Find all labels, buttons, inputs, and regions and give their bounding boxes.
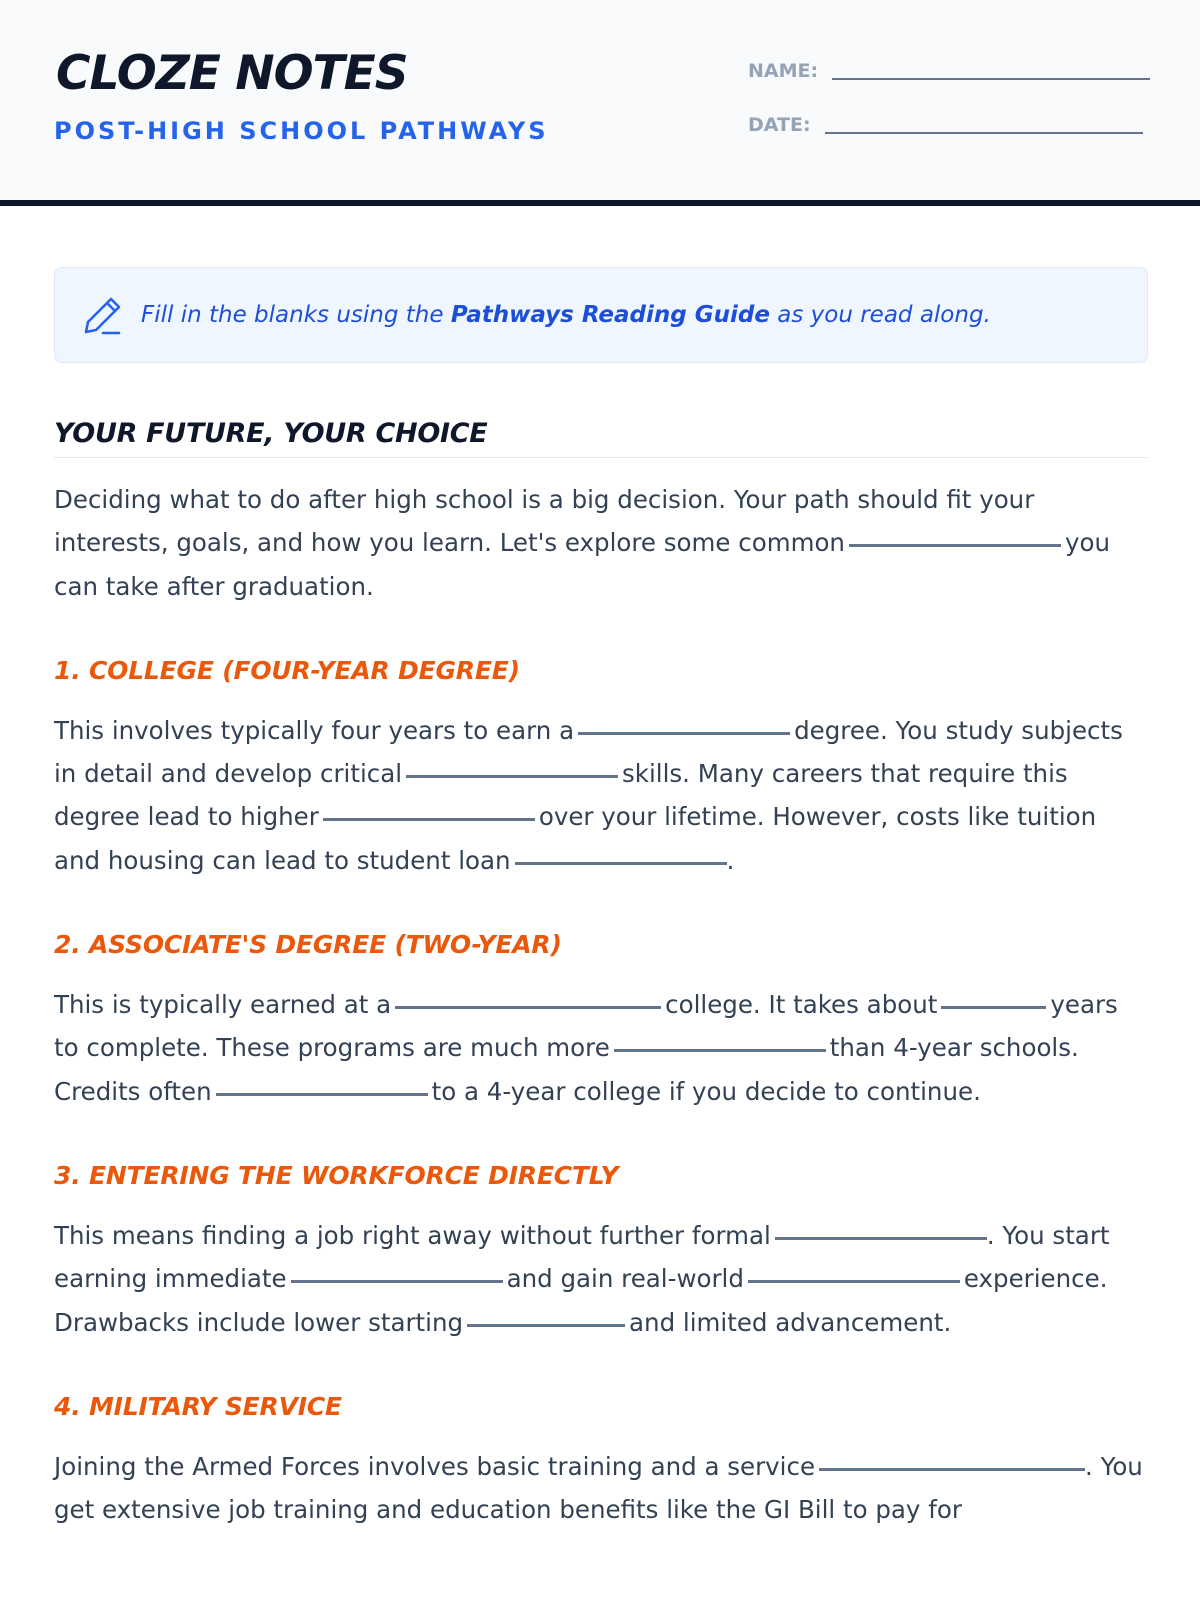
instruction-text (141, 302, 991, 328)
text-segment: This is typically earned at a (54, 990, 392, 1020)
text-segment: degree. You study subjects in detail and develop critical (54, 715, 1123, 789)
fill-blank[interactable] (849, 543, 1061, 547)
text-segment: . You get extensive job training and education benefits like the GI Bill to pay for (54, 1451, 1143, 1525)
text-segment: . (726, 845, 735, 875)
text-segment: over your lifetime. However, costs like tuition and housing can lead to student loan (54, 802, 1097, 875)
text-segment: Deciding what to do after high school is a big decision. Your path should fit your interests, goals, and how you learn. Let's explore some common (54, 485, 1035, 558)
section-paragraph-workforce (54, 1214, 1148, 1344)
intro-paragraph (54, 478, 1148, 608)
text-segment: skills. Many careers that require this degree lead to higher (54, 759, 1068, 832)
text-segment: Joining the Armed Forces involves basic training and a service (54, 1451, 816, 1481)
fill-blank[interactable] (216, 1092, 428, 1096)
section-heading-college: 1. COLLEGE (FOUR-YEAR DEGREE) (54, 655, 520, 685)
fill-blank[interactable] (395, 1005, 661, 1009)
text-segment: to a 4-year college if you decide to continue. (431, 1076, 981, 1106)
fill-blank[interactable] (578, 731, 790, 735)
fill-blank[interactable] (614, 1048, 826, 1052)
fill-blank[interactable] (515, 861, 727, 865)
text-segment: and gain real-world (506, 1264, 744, 1294)
text-segment: This involves typically four years to earn a (54, 715, 575, 745)
name-field[interactable] (748, 60, 1150, 82)
name-label: NAME: (748, 60, 819, 82)
text-segment: experience. Drawbacks include lower starting (54, 1264, 1108, 1337)
fill-blank[interactable] (467, 1323, 625, 1327)
text-segment: . You start earning immediate (54, 1220, 1110, 1294)
section-heading-associate: 2. ASSOCIATE'S DEGREE (TWO-YEAR) (54, 930, 562, 960)
name-input-line[interactable] (832, 78, 1150, 80)
fill-blank[interactable] (941, 1005, 1046, 1009)
instruction-callout (54, 267, 1148, 363)
text-segment: college. It takes about (665, 990, 938, 1020)
date-field[interactable] (748, 114, 1143, 136)
worksheet-header (0, 0, 1200, 206)
page-subtitle: POST-HIGH SCHOOL PATHWAYS (54, 117, 549, 145)
pencil-icon (81, 293, 125, 337)
fill-blank[interactable] (323, 817, 535, 821)
text-segment: years to complete. These programs are much more (54, 990, 1118, 1063)
date-input-line[interactable] (825, 132, 1143, 134)
section-paragraph-military (54, 1445, 1148, 1532)
section-heading-workforce: 3. ENTERING THE WORKFORCE DIRECTLY (54, 1160, 619, 1190)
text-segment: This means finding a job right away without further formal (54, 1220, 771, 1250)
section-paragraph-associate (54, 983, 1148, 1113)
section-paragraph-college (54, 709, 1148, 882)
reading-guide-name: Pathways Reading Guide (450, 302, 770, 328)
fill-blank[interactable] (748, 1279, 960, 1283)
text-segment: than 4-year schools. Credits often (54, 1033, 1079, 1106)
worksheet-content (54, 418, 1148, 1531)
instruction-suffix: as you read along. (777, 302, 991, 328)
fill-blank[interactable] (406, 774, 618, 778)
intro-heading: YOUR FUTURE, YOUR CHOICE (54, 418, 1148, 458)
fill-blank[interactable] (775, 1236, 987, 1240)
page-title: CLOZE NOTES (56, 46, 408, 101)
text-segment: you can take after graduation. (54, 528, 1110, 601)
text-segment: and limited advancement. (629, 1307, 952, 1337)
fill-blank[interactable] (291, 1279, 503, 1283)
section-heading-military: 4. MILITARY SERVICE (54, 1391, 342, 1421)
date-label: DATE: (748, 114, 811, 136)
fill-blank[interactable] (819, 1467, 1085, 1471)
instruction-prefix: Fill in the blanks using the (141, 302, 444, 328)
